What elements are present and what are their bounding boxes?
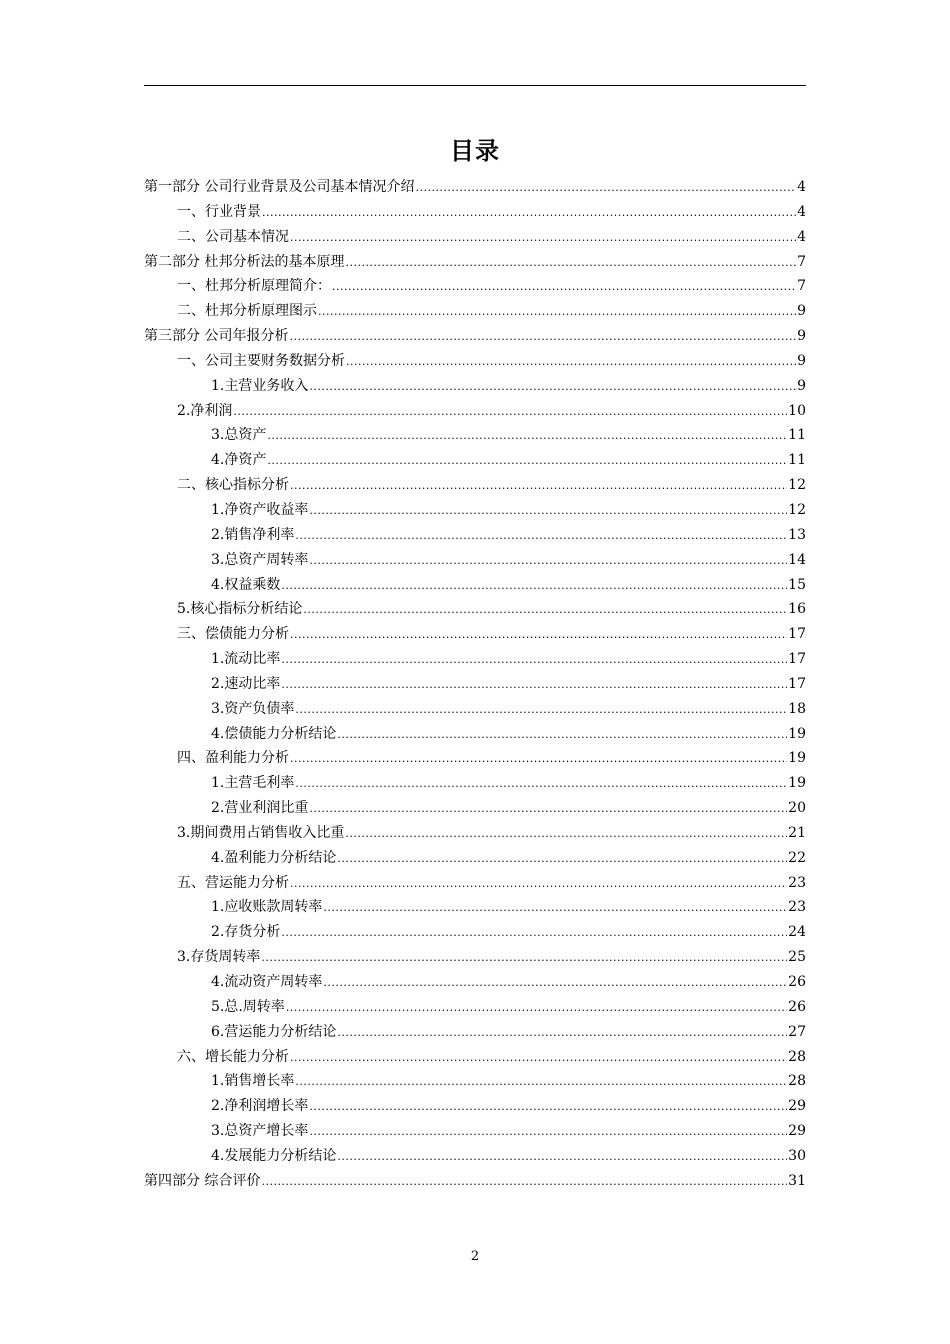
toc-entry[interactable] [144, 771, 806, 796]
toc-entry-label: 1.销售增长率 [211, 1073, 295, 1090]
toc-leader-dots [309, 375, 796, 400]
toc-entry[interactable] [144, 498, 806, 523]
toc-leader-dots [337, 847, 787, 872]
toc-leader-dots [261, 1170, 787, 1195]
toc-leader-dots [295, 698, 787, 723]
toc-entry-label: 4.发展能力分析结论 [211, 1147, 337, 1164]
toc-entry-page: 12 [788, 501, 806, 518]
toc-leader-dots [286, 996, 787, 1021]
toc-entry[interactable] [144, 423, 806, 448]
toc-entry-page: 12 [788, 477, 806, 494]
toc-entry[interactable] [144, 399, 806, 424]
toc-entry-label: 1.净资产收益率 [211, 501, 309, 518]
toc-entry[interactable] [144, 1169, 806, 1194]
toc-entry[interactable] [144, 746, 806, 771]
toc-leader-dots [281, 673, 787, 698]
toc-entry-label: 二、核心指标分析 [177, 477, 289, 494]
toc-entry-page: 9 [797, 303, 806, 320]
toc-entry-label: 四、盈利能力分析 [177, 750, 289, 767]
toc-entry-page: 26 [788, 998, 806, 1015]
toc-leader-dots [290, 747, 787, 772]
toc-entry[interactable] [144, 548, 806, 573]
toc-entry[interactable] [144, 1069, 806, 1094]
toc-entry-label: 3.存货周转率 [177, 949, 261, 966]
toc-leader-dots [281, 574, 787, 599]
toc-entry-page: 9 [797, 352, 806, 369]
toc-entry-page: 11 [788, 427, 806, 444]
toc-entry[interactable] [144, 200, 806, 225]
toc-entry-label: 4.流动资产周转率 [211, 974, 323, 990]
toc-entry-label: 二、公司基本情况 [177, 228, 289, 245]
toc-entry[interactable] [144, 1144, 806, 1169]
toc-title: 目录 [450, 137, 500, 165]
toc-entry[interactable] [144, 920, 806, 945]
toc-entry-label: 六、增长能力分析 [177, 1048, 289, 1065]
toc-entry-label: 一、行业背景 [177, 203, 261, 220]
toc-entry-page: 19 [788, 725, 806, 742]
toc-leader-dots [290, 872, 787, 897]
toc-entry-label: 5.总.周转率 [211, 998, 285, 1015]
toc-leader-dots [262, 201, 796, 226]
toc-entry-label: 3.总资产周转率 [211, 551, 309, 568]
toc-entry[interactable] [144, 225, 806, 250]
toc-entry-page: 9 [797, 377, 806, 394]
toc-entry-label: 2.营业利润比重 [211, 800, 309, 817]
toc-leader-dots [337, 1021, 787, 1046]
toc-entry-label: 2.净利润 [177, 402, 233, 419]
toc-leader-dots [309, 797, 787, 822]
toc-entry-page: 23 [788, 874, 806, 891]
toc-entry-page: 25 [788, 949, 806, 966]
toc-entry-label: 第一部分 公司行业背景及公司基本情况介绍 [144, 179, 415, 195]
toc-entry-label: 2.销售净利率 [211, 526, 295, 543]
toc-entry-page: 27 [788, 1023, 806, 1040]
toc-entry-page: 10 [788, 402, 806, 419]
toc-entry-page: 17 [788, 626, 806, 643]
toc-entry-label: 1.流动比率 [211, 651, 281, 668]
toc-leader-dots [289, 325, 796, 350]
toc-entry[interactable] [144, 895, 806, 920]
toc-entry[interactable] [144, 175, 806, 200]
toc-leader-dots [290, 1046, 787, 1071]
toc-entry[interactable] [144, 1020, 806, 1045]
toc-entry[interactable] [144, 473, 806, 498]
toc-entry-page: 15 [788, 576, 806, 593]
toc-entry[interactable] [144, 299, 806, 324]
toc-entry-label: 2.速动比率 [211, 675, 281, 692]
toc-leader-dots [295, 1070, 787, 1095]
page-number: 2 [470, 1249, 480, 1264]
toc-leader-dots [295, 772, 787, 797]
toc-entry-page: 17 [788, 651, 806, 668]
toc-entry-label: 2.存货分析 [211, 924, 281, 941]
toc-entry-page: 9 [797, 328, 806, 345]
toc-entry-label: 3.总资产 [211, 427, 267, 444]
toc-leader-dots [337, 1145, 787, 1170]
toc-entry-page: 30 [788, 1147, 806, 1164]
toc-entry[interactable] [144, 1045, 806, 1070]
toc-entry[interactable] [144, 349, 806, 374]
toc-entry-label: 4.权益乘数 [211, 576, 281, 593]
toc-entry-label: 二、杜邦分析原理图示 [177, 303, 317, 320]
toc-leader-dots [233, 400, 787, 425]
toc-entry-label: 1.主营业务收入 [211, 377, 309, 394]
toc-entry-page: 4 [797, 203, 806, 220]
toc-entry-page: 16 [788, 601, 806, 618]
toc-entry[interactable] [144, 1094, 806, 1119]
toc-entry[interactable] [144, 647, 806, 672]
toc-entry-page: 19 [788, 750, 806, 767]
toc-leader-dots [267, 424, 787, 449]
toc-entry[interactable] [144, 821, 806, 846]
toc-entry[interactable] [144, 722, 806, 747]
toc-entry-page: 29 [788, 1123, 806, 1140]
toc-entry-page: 28 [788, 1048, 806, 1065]
toc-leader-dots [345, 251, 796, 276]
toc-entry-label: 一、公司主要财务数据分析 [177, 352, 345, 369]
toc-entry-page: 11 [788, 452, 806, 469]
toc-entry[interactable] [144, 324, 806, 349]
toc-entry-label: 2.净利润增长率 [211, 1098, 309, 1115]
toc-entry[interactable] [144, 274, 806, 299]
toc-leader-dots [415, 176, 796, 201]
toc-entry-label: 1.应收账款周转率 [211, 899, 323, 916]
toc-entry-page: 4 [797, 228, 806, 245]
toc-entry[interactable] [144, 597, 806, 622]
header-rule [144, 85, 806, 86]
toc-entry-label: 6.营运能力分析结论 [211, 1023, 337, 1040]
toc-entry[interactable] [144, 697, 806, 722]
toc-leader-dots [290, 623, 787, 648]
toc-entry[interactable] [144, 970, 806, 995]
toc-leader-dots [261, 946, 787, 971]
toc-entry-label: 5.核心指标分析结论 [177, 601, 303, 618]
toc-entry-label: 3.期间费用占销售收入比重 [177, 824, 345, 841]
toc-entry-label: 3.总资产增长率 [211, 1123, 309, 1140]
toc-leader-dots [346, 350, 796, 375]
toc-entry-page: 29 [788, 1098, 806, 1115]
toc-leader-dots [303, 598, 787, 623]
toc-entry-page: 21 [788, 824, 806, 841]
toc-leader-dots [309, 1095, 787, 1120]
toc-entry[interactable] [144, 523, 806, 548]
toc-entry-page: 7 [797, 278, 806, 295]
toc-entry-page: 26 [788, 974, 806, 990]
toc-entry-label: 五、营运能力分析 [177, 874, 289, 891]
toc-entry-label: 3.资产负债率 [211, 700, 295, 717]
toc-entry-page: 31 [788, 1172, 806, 1189]
toc-entry-label: 三、偿债能力分析 [177, 626, 289, 643]
toc-entry-label: 1.主营毛利率 [211, 775, 295, 792]
toc-entry[interactable] [144, 250, 806, 275]
toc-entry-page: 18 [788, 700, 806, 717]
toc-leader-dots [318, 300, 796, 325]
toc-entry-page: 24 [788, 924, 806, 941]
toc-entry-page: 14 [788, 551, 806, 568]
toc-entry[interactable] [144, 573, 806, 598]
toc-entry-page: 7 [797, 253, 806, 270]
toc-entry-label: 第四部分 综合评价 [144, 1172, 261, 1189]
toc-leader-dots [281, 921, 787, 946]
toc-leader-dots [281, 648, 787, 673]
toc-entry-page: 4 [797, 179, 806, 195]
toc-entry-page: 23 [788, 899, 806, 916]
toc-entry-page: 19 [788, 775, 806, 792]
toc-leader-dots [337, 723, 787, 748]
toc-leader-dots [267, 449, 787, 474]
toc-entry[interactable] [144, 796, 806, 821]
toc-leader-dots [332, 275, 796, 300]
toc-entry[interactable] [144, 995, 806, 1020]
toc-leader-dots [290, 474, 787, 499]
toc-entry-label: 4.盈利能力分析结论 [211, 849, 337, 866]
toc-entry-label: 一、杜邦分析原理简介： [177, 278, 331, 295]
toc-entry[interactable] [144, 448, 806, 473]
toc-leader-dots [309, 499, 787, 524]
toc-entry-label: 第二部分 杜邦分析法的基本原理 [144, 253, 345, 270]
toc-entry[interactable] [144, 871, 806, 896]
toc-entry-page: 20 [788, 800, 806, 817]
toc-entry-page: 22 [788, 849, 806, 866]
toc-entry[interactable] [144, 846, 806, 871]
toc-leader-dots [309, 1120, 787, 1145]
toc-entry-page: 17 [788, 675, 806, 692]
toc-leader-dots [290, 226, 796, 251]
toc-entry[interactable] [144, 1119, 806, 1144]
table-of-contents [144, 175, 806, 1194]
toc-entry-label: 4.偿债能力分析结论 [211, 725, 337, 742]
toc-entry[interactable] [144, 622, 806, 647]
toc-entry-page: 13 [788, 526, 806, 543]
toc-entry-page: 28 [788, 1073, 806, 1090]
toc-entry[interactable] [144, 945, 806, 970]
toc-leader-dots [323, 896, 787, 921]
toc-leader-dots [295, 524, 787, 549]
toc-entry[interactable] [144, 672, 806, 697]
toc-leader-dots [345, 822, 787, 847]
toc-leader-dots [323, 971, 787, 996]
toc-leader-dots [309, 549, 787, 574]
toc-entry-label: 4.净资产 [211, 452, 267, 469]
toc-entry[interactable] [144, 374, 806, 399]
toc-entry-label: 第三部分 公司年报分析 [144, 328, 289, 345]
